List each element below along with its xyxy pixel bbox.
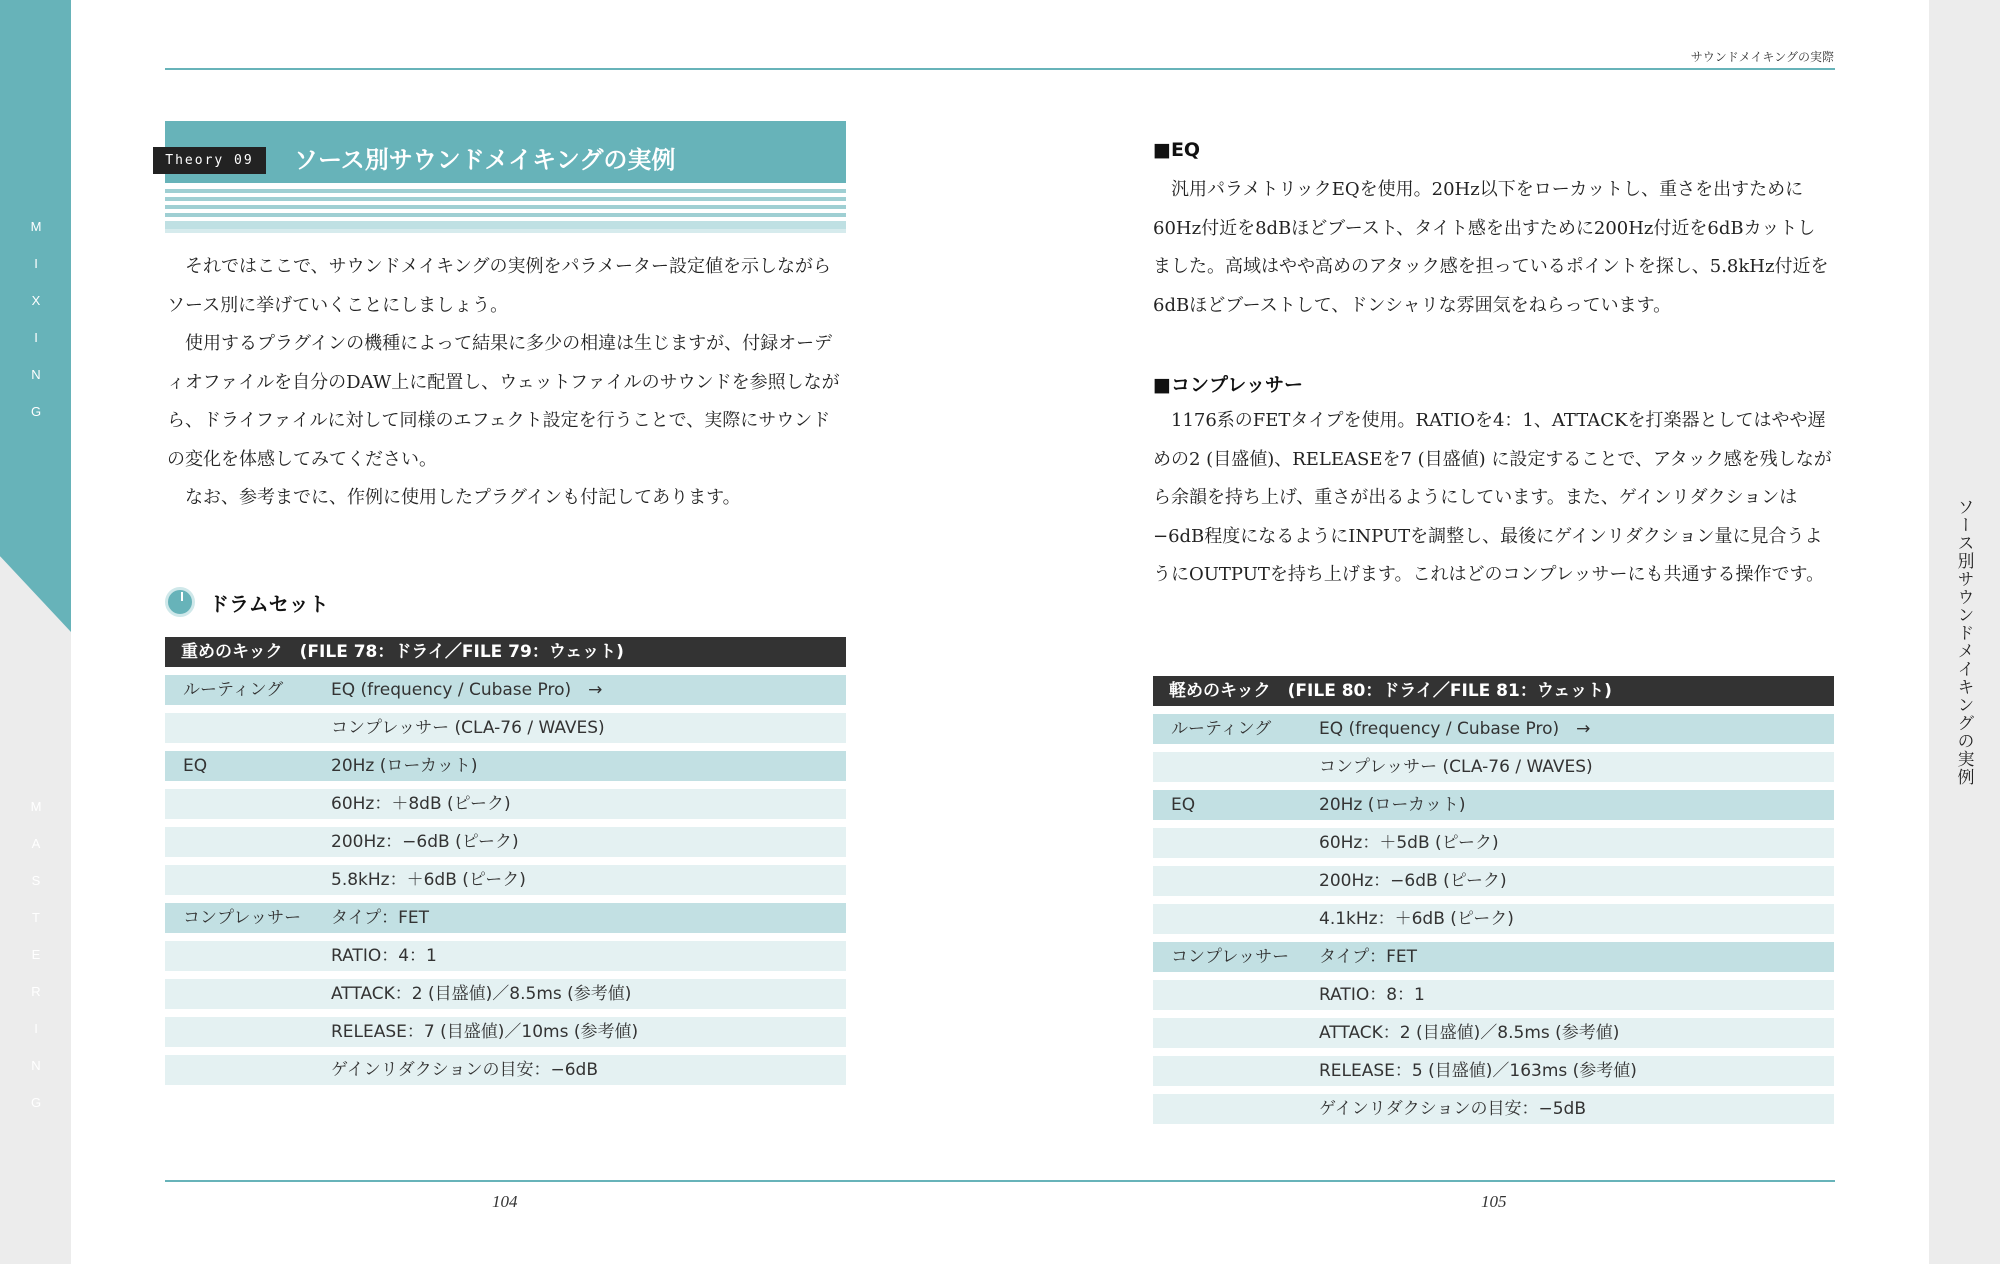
mastering-vertical-label: M A S T E R I N G (30, 799, 42, 1110)
title-stripe (165, 197, 846, 201)
table-row: EQ 20Hz (ローカット) (1153, 790, 1834, 820)
knob-icon (165, 587, 195, 617)
drum-section-label: ドラムセット (209, 591, 329, 616)
table-row: ルーティング EQ (frequency / Cubase Pro) → (1153, 714, 1834, 744)
table-row: ゲインリダクションの目安：−6dB (165, 1055, 846, 1085)
drum-section-heading (165, 587, 329, 617)
table-row: コンプレッサー タイプ：FET (1153, 942, 1834, 972)
intro-text (167, 248, 847, 518)
table-row: ATTACK：2 (目盛値)／8.5ms (参考値) (1153, 1018, 1834, 1048)
table-row: ゲインリダクションの目安：−5dB (1153, 1094, 1834, 1124)
table-row: 60Hz：＋8dB (ピーク) (165, 789, 846, 819)
page-number-right: 105 (1481, 1192, 1507, 1211)
table-row: 200Hz：−6dB (ピーク) (165, 827, 846, 857)
table-row: ATTACK：2 (目盛値)／8.5ms (参考値) (165, 979, 846, 1009)
header-rule (165, 68, 1835, 70)
table-row: RELEASE：7 (目盛値)／10ms (参考値) (165, 1017, 846, 1047)
intro-paragraph: なお、参考までに、作例に使用したプラグインも付記してあります。 (185, 487, 741, 508)
intro-paragraph: それではここで、サウンドメイキングの実例をパラメーター設定値を示しながらソース別に挙げていくことにしましょう。 (167, 256, 832, 316)
eq-text (1153, 171, 1833, 325)
footer-rule (165, 1180, 1835, 1182)
mixing-vertical-label: M I X I N G (30, 219, 42, 419)
title-stripe (165, 189, 846, 193)
table-row: 4.1kHz：＋6dB (ピーク) (1153, 904, 1834, 934)
table-row: コンプレッサー (CLA-76 / WAVES) (165, 713, 846, 743)
table-row: コンプレッサー タイプ：FET (165, 903, 846, 933)
title-stripe (165, 205, 846, 209)
table-row: 5.8kHz：＋6dB (ピーク) (165, 865, 846, 895)
table-header: 重めのキック (FILE 78：ドライ／FILE 79：ウェット) (165, 637, 846, 667)
title-stripe (165, 221, 846, 229)
title-stripe (165, 229, 846, 233)
title-stripe (165, 213, 846, 217)
compressor-paragraph: 1176系のFETタイプを使用。RATIOを4：1、ATTACKを打楽器としてはやや遅めの2 (目盛値)、RELEASEを7 (目盛値) に設定することで、アタック感を残しながら余韻を持ち上げ、重さが出るようにしています。また、ゲインリダクションは−6dB程度になるようにINPUTを調整し、最後にゲインリダクション量に見合うようにOUTPUTを持ち上げます。これはどのコンプレッサーにも共通する操作です。 (1153, 410, 1832, 585)
table-row: 200Hz：−6dB (ピーク) (1153, 866, 1834, 896)
compressor-text (1153, 402, 1833, 595)
page-title: ソース別サウンドメイキングの実例 (294, 146, 676, 174)
eq-paragraph: 汎用パラメトリックEQを使用。20Hz以下をローカットし、重さを出すために60Hz付近を8dBほどブースト、タイト感を出すために200Hz付近を6dBカットしました。高域はやや高めのアタック感を担っているポイントを探し、5.8kHz付近を6dBほどブーストして、ドンシャリな雰囲気をねらっています。 (1153, 179, 1829, 316)
intro-paragraph: 使用するプラグインの機種によって結果に多少の相違は生じますが、付録オーディオファイルを自分のDAW上に配置し、ウェットファイルのサウンドを参照しながら、ドライファイルに対して同様のエフェクト設定を行うことで、実際にサウンドの変化を体感してみてください。 (167, 333, 840, 470)
compressor-heading: ■コンプレッサー (1153, 374, 1304, 396)
table-row: RATIO：8：1 (1153, 980, 1834, 1010)
table-row: RATIO：4：1 (165, 941, 846, 971)
table-header: 軽めのキック (FILE 80：ドライ／FILE 81：ウェット) (1153, 676, 1834, 706)
table-row: 60Hz：＋5dB (ピーク) (1153, 828, 1834, 858)
table-row: EQ 20Hz (ローカット) (165, 751, 846, 781)
heavy-kick-table (165, 637, 846, 1085)
vertical-chapter-title: ソース別サウンドメイキングの実例 (1953, 498, 1974, 786)
running-header: サウンドメイキングの実際 (1690, 50, 1834, 64)
table-row: コンプレッサー (CLA-76 / WAVES) (1153, 752, 1834, 782)
table-row: ルーティング EQ (frequency / Cubase Pro) → (165, 675, 846, 705)
light-kick-table (1153, 676, 1834, 1124)
theory-tag: Theory 09 (153, 147, 266, 174)
page-number-left: 104 (492, 1192, 518, 1211)
table-row: RELEASE：5 (目盛値)／163ms (参考値) (1153, 1056, 1834, 1086)
eq-heading: ■EQ (1153, 139, 1201, 161)
